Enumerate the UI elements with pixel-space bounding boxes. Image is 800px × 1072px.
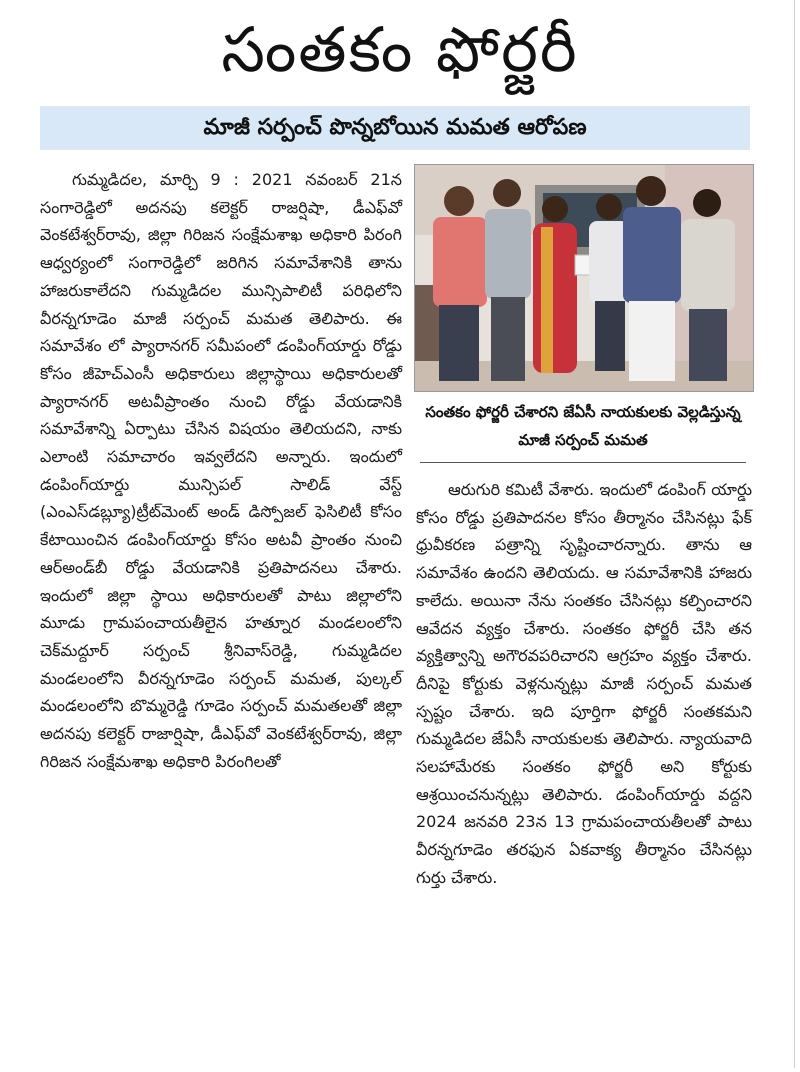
article-text-left: గుమ్మడిదల, మార్చి 9 : 2021 నవంబర్ 21న సంగారెడ్డిలో అదనపు కలెక్టర్ రాజర్షిషా, డీఎఫ్‌వో వెంకటేశ్వర్‌రావు, జిల్లా గిరిజన సంక్షేమశాఖ అధికారి పిరంగి ఆధ్వర్యంలో సంగారెడ్డిలో జరిగిన సమావేశానికి తాను హాజరుకాలేదని గుమ్మడిదల మున్సిపాలిటీ పరిధిలోని వీరన్నగూడెం మాజీ సర్పంచ్ మమత తెలిపారు. ఈ సమావేశం లో ప్యారానగర్ సమీపంలో డంపింగ్‌యార్డు రోడ్డు కోసం జీహెచ్‌ఎంసీ అధికారులు జిల్లాస్థాయి అధికారులతో ప్యారానగర్ అటవీప్రాంతం నుంచి రోడ్డు వేయడానికి సమావేశాన్ని ఏర్పాటు చేసిన విషయం తెలియదని, నాకు ఎలాంటి సమాచారం ఇవ్వలేదని అన్నారు. ఇందులో డంపింగ్‌యార్డు మున్సిపల్ సాలిడ్ వేస్ట్ (ఎంఎస్‌డబ్ల్యూ)ట్రీట్‌మెంట్ అండ్ డిస్పోజల్ ఫెసిలిటీ కోసం కేటాయించిన డంపింగ్‌యార్డు కోసం అటవీ ప్రాంతం నుంచి ఆర్‌అండ్‌బీ రోడ్డు వేయడానికి ప్రతిపాదనలు చేశారు. ఇందులో జిల్లా స్థాయి అధికారులతో పాటు జిల్లాలోని మూడు గ్రామపంచాయతీలైన హత్నూర మండలంలోని చెక్‌మద్దూర్ సర్పంచ్ శ్రీనివాస్‌రెడ్డి, గుమ్మడిదల మండలంలోని వీరన్నగూడెం సర్పంచ్ మమత, పుల్కల్ మండలంలోని బొమ్మరెడ్డి గూడెం సర్పంచ్ మమతలతో జిల్లా అదనపు కలెక్టర్ రాజార్షిషా, డీఎఫ్‌వో వెంకటేశ్వర్‌రావు, జిల్లా గిరిజన సంక్షేమశాఖ అధికారి పిరంగిలతో <box>40 170 402 771</box>
article-text-right: ఆరుగురి కమిటీ వేశారు. ఇందులో డంపింగ్ యార్డు కోసం రోడ్డు ప్రతిపాదనల కోసం తీర్మానం చేసినట్లు ఫేక్ ధ్రువీకరణ పత్రాన్ని సృష్టించారన్నారు. తాను ఆ సమావేశం ఉందని తెలియదు. ఆ సమావేశానికి హాజరు కాలేదు. అయినా నేను సంతకం చేసినట్లు కల్పించారని ఆవేదన వ్యక్తం చేశారు. సంతకం ఫోర్జరీ చేసి తన వ్యక్తిత్వాన్ని అగౌరవపరిచారని ఆగ్రహం వ్యక్తం చేశారు. దీనిపై కోర్టుకు వెళ్లనున్నట్లు మాజీ సర్పంచ్ మమత స్పష్టం చేశారు. ఇది పూర్తిగా ఫోర్జరీ సంతకమని గుమ్మడిదల జేఏసీ నాయకులకు తెలిపారు. న్యాయవాది సలహామేరకు సంతకం ఫోర్జరీ అని కోర్టుకు ఆశ్రయించనున్నట్లు తెలిపారు. డంపింగ్‌యార్డు వద్దని 2024 జనవరి 23న 13 గ్రామపంచాయతీలతో పాటు వీరన్నగూడెం తరఫున ఏకవాక్య తీర్మానం చేసినట్లు గుర్తు చేశారు. <box>416 480 752 887</box>
news-photo <box>414 164 754 392</box>
headline: సంతకం ఫోర్జరీ <box>221 13 579 86</box>
group-photo-image <box>415 165 753 391</box>
article-left-column <box>40 166 402 775</box>
photo-caption: సంతకం ఫోర్జరీ చేశారని జేఏసీ నాయకులకు వెల్లడిస్తున్న మాజీ సర్పంచ్ మమత <box>425 403 741 449</box>
caption-divider <box>420 462 746 463</box>
article-right-column <box>416 476 752 892</box>
subheadline: మాజీ సర్పంచ్ పొన్నబోయిన మమత ఆరోపణ <box>203 115 587 140</box>
